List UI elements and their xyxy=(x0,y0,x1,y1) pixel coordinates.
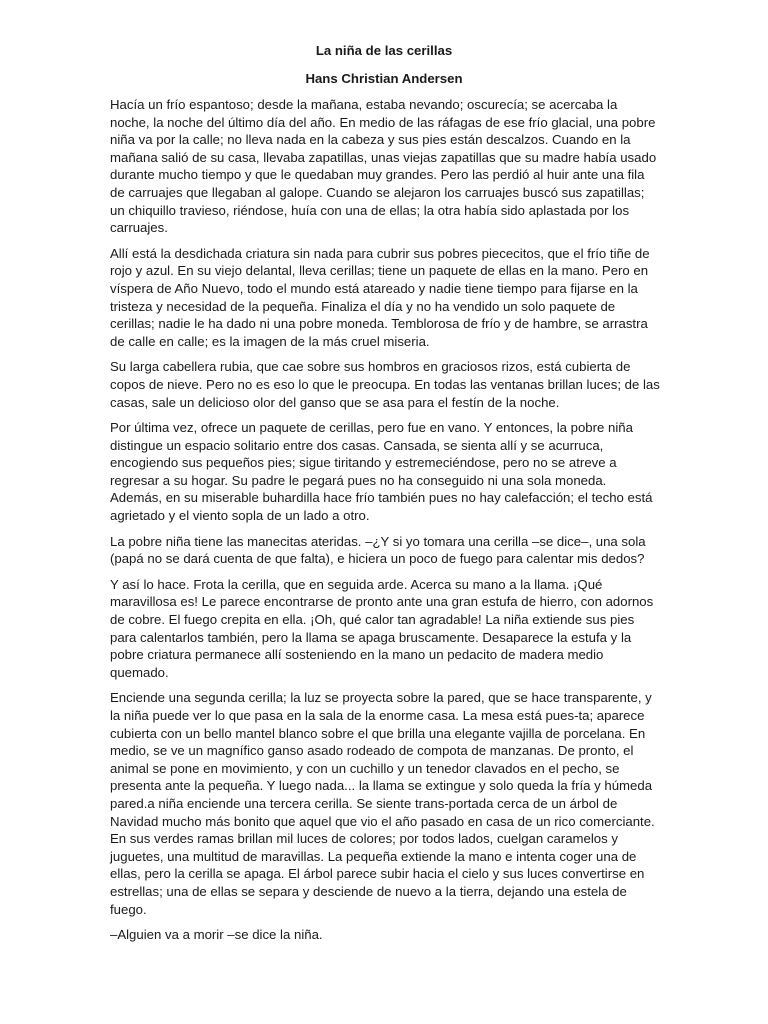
paragraph-4: Por última vez, ofrece un paquete de cerillas, pero fue en vano. Y entonces, la pobre niña distingue un espacio solitario entre dos casas. Cansada, se sienta allí y se acurruca, encogiendo sus pequeños pies; sigue tiritando y estremeciéndose, pero no se atreve a regresar a su hogar. Su padre le pegará pues no ha conseguido ni una sola moneda. Además, en su miserable buhardilla hace frío también pues no hay calefacción; el techo está agrietado y el viento sopla de un lado a otro. xyxy=(110,420,653,524)
paragraph-2: Allí está la desdichada criatura sin nada para cubrir sus pobres piececitos, que el frío tiñe de rojo y azul. En su viejo delantal, lleva cerillas; tiene un paquete de ellas en la mano. Pero en víspera de Año Nuevo, todo el mundo está atareado y nadie tiene tiempo para fijarse en la tristeza y necesidad de la pequeña. Finaliza el día y no ha vendido un solo paquete de cerillas; nadie le ha dado ni una pobre moneda. Temblorosa de frío y de hambre, se arrastra de calle en calle; es la imagen de la más cruel miseria. xyxy=(110,245,650,349)
document-author: Hans Christian Andersen xyxy=(305,71,463,86)
paragraph-6: Y así lo hace. Frota la cerilla, que en seguida arde. Acerca su mano a la llama. ¡Qué maravillosa es! Le parece encontrarse de pronto ante una gran estufa de hierro, con adornos de cobre. El fuego crepita en ella. ¡Oh, qué calor tan agradable! La niña extiende sus pies para calentarlos también, pero la llama se apaga bruscamente. Desaparece la estufa y la pobre criatura permanece allí sosteniendo en la mano un pedacito de madera medio quemado. xyxy=(110,576,654,680)
document-title: La niña de las cerillas xyxy=(315,43,453,58)
paragraph-5: La pobre niña tiene las manecitas ateridas. –¿Y si yo tomara una cerilla –se dice–, una sola (papá no se dará cuenta de que falta), e hiciera un poco de fuego para calentar mis dedos? xyxy=(110,533,646,567)
document-body xyxy=(110,96,660,952)
paragraph-8: –Alguien va a morir –se dice la niña. xyxy=(110,927,323,943)
paragraph-1: Hacía un frío espantoso; desde la mañana, estaba nevando; oscurecía; se acercaba la noche, la noche del último día del año. En medio de las ráfagas de ese frío glacial, una pobre niña va por la calle; no lleva nada en la cabeza y sus pies están descalzos. Cuando en la mañana salió de su casa, llevaba zapatillas, unas viejas zapatillas que su madre había usado durante mucho tiempo y que le quedaban muy grandes. Pero las perdió al huir ante una fila de carruajes que llegaban al galope. Cuando se alejaron los carruajes buscó sus zapatillas; un chiquillo travieso, riéndose, huía con una de ellas; la otra había sido aplastada por los carruajes. xyxy=(110,97,657,236)
paragraph-7: Enciende una segunda cerilla; la luz se proyecta sobre la pared, que se hace transparente, y la niña puede ver lo que pasa en la sala de la enorme casa. La mesa está pues-ta; aparece cubierta con un bello mantel blanco sobre el que brilla una elegante vajilla de porcelana. En medio, se ve un magnífico ganso asado rodeado de compota de manzanas. De pronto, el animal se pone en movimiento, y con un cuchillo y un tenedor clavados en el pecho, se presenta ante la pequeña. Y luego nada... la llama se extingue y solo queda la fría y húmeda pared.a niña enciende una tercera cerilla. Se siente trans-portada cerca de un árbol de Navidad mucho más bonito que aquel que vio el año pasado en casa de un rico comerciante. En sus verdes ramas brillan mil luces de colores; por todos lados, cuelgan caramelos y juguetes, una multitud de maravillas. La pequeña extiende la mano e intenta coger una de ellas, pero la cerilla se apaga. El árbol parece subir hacia el cielo y sus luces convertirse en estrellas; una de ellas se separa y desciende de nuevo a la tierra, dejando una estela de fuego. xyxy=(110,690,655,917)
paragraph-3: Su larga cabellera rubia, que cae sobre sus hombros en graciosos rizos, está cubierta de copos de nieve. Pero no es eso lo que le preocupa. En todas las ventanas brillan luces; de las casas, sale un delicioso olor del ganso que se asa para el festín de la noche. xyxy=(110,359,660,410)
